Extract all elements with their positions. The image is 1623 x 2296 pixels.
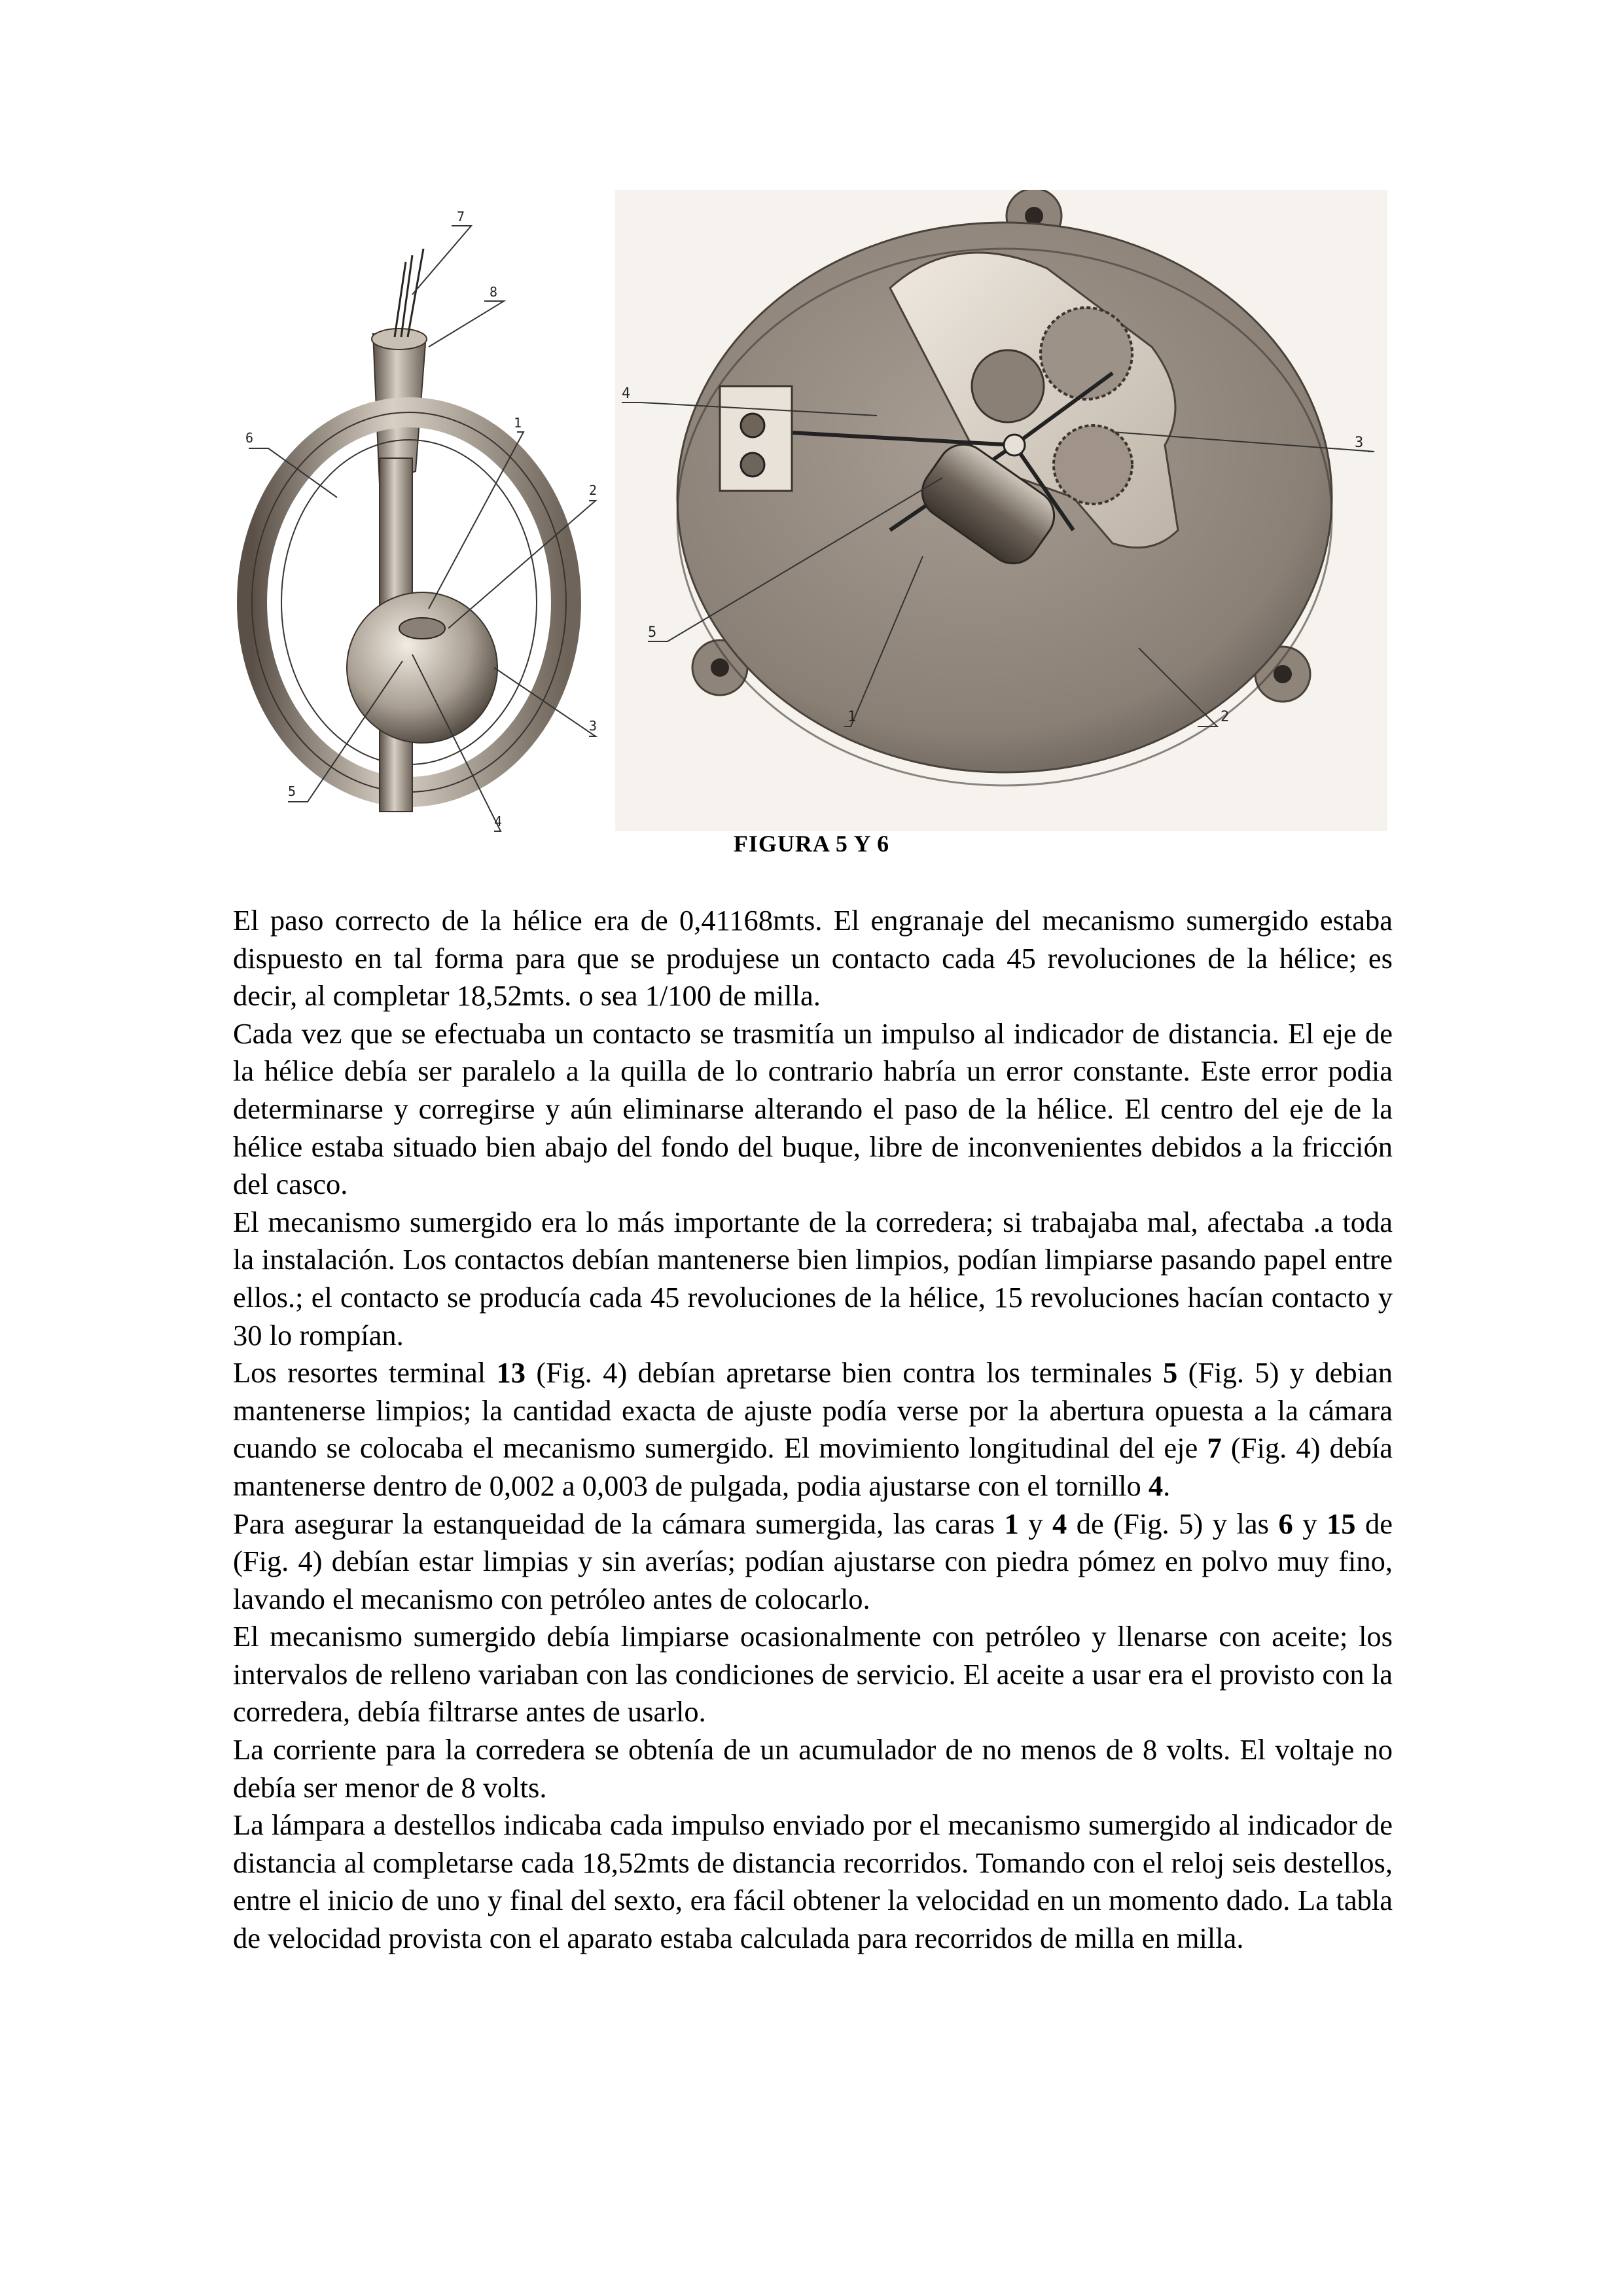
- figure-6-mechanism-illustration: [615, 190, 1387, 831]
- figure-5-propeller-illustration: [232, 209, 609, 838]
- fig5-label: 2: [589, 482, 597, 498]
- bold-reference: 13: [496, 1356, 526, 1390]
- paragraph: La lámpara a destellos indicaba cada impulso enviado por el mecanismo sumergido al indicador de distancia al completarse cada 18,52mts de distancia recorridos. Tomando con el reloj seis destellos, entre el inicio de uno y final del sexto, era fácil obtener la velocidad en un momento dado. La tabla de velocidad provista con el aparato estaba calculada para recorridos de milla en milla.: [233, 1808, 1393, 1955]
- bold-reference: 7: [1207, 1431, 1222, 1465]
- paragraph: El paso correcto de la hélice era de 0,41168mts. El engranaje del mecanismo sumergido estaba dispuesto en tal forma para que se produjese un contacto cada 45 revoluciones de la hélice; es decir, al completar 18,52mts. o sea 1/100 de milla.: [233, 904, 1393, 1013]
- fig5-label: 7: [457, 209, 465, 224]
- figure-caption: FIGURA 5 Y 6: [733, 831, 890, 857]
- text-run: (Fig. 4) debía mantenerse dentro de 0,002 a 0,003 de pulgada, podia ajustarse con el tornillo: [233, 1431, 1393, 1502]
- text-run: (Fig. 4) debían apretarse bien contra los terminales: [526, 1356, 1164, 1390]
- fig6-label: 1: [847, 709, 857, 725]
- bold-reference: 6: [1278, 1507, 1293, 1540]
- paragraph: Cada vez que se efectuaba un contacto se trasmitía un impulso al indicador de distancia. El eje de la hélice debía ser paralelo a la quilla de lo contrario habría un error constante. Este error podia determinarse y corregirse y aún eliminarse alterando el paso de la hélice. El centro del eje de la hélice estaba situado bien abajo del fondo del buque, libre de inconvenientes debidos a la fricción del casco.: [233, 1016, 1393, 1201]
- text-run: y: [1293, 1507, 1327, 1540]
- text-run: Los resortes terminal: [233, 1356, 497, 1390]
- paragraph: El mecanismo sumergido debía limpiarse ocasionalmente con petróleo y llenarse con aceite; los intervalos de relleno variaban con las condiciones de servicio. El aceite a usar era el provisto con la corredera, debía filtrarse antes de usarlo.: [233, 1620, 1393, 1729]
- paragraph: La corriente para la corredera se obtenía de un acumulador de no menos de 8 volts. El voltaje no debía ser menor de 8 volts.: [233, 1733, 1393, 1804]
- text-run: Para asegurar la estanqueidad de la cámara sumergida, las caras: [233, 1507, 1005, 1540]
- bold-reference: 15: [1326, 1507, 1356, 1540]
- fig5-label: 5: [288, 783, 296, 799]
- fig6-label: 3: [1355, 435, 1364, 451]
- bold-reference: 5: [1163, 1356, 1178, 1390]
- bold-reference: 4: [1148, 1469, 1164, 1502]
- fig5-label: 6: [245, 430, 254, 446]
- paragraph: [233, 1354, 1393, 1505]
- fig6-label: 5: [648, 624, 657, 641]
- text-run: (Fig. 5) y debian mantenerse limpios; la cantidad exacta de ajuste podía verse por la abertura opuesta a la cámara cuando se colocaba el mecanismo sumergido. El movimiento longitudinal del eje: [233, 1356, 1393, 1465]
- bold-reference: 4: [1052, 1507, 1067, 1540]
- paragraph: El mecanismo sumergido era lo más importante de la corredera; si trabajaba mal, afectaba .a toda la instalación. Los contactos debían mantenerse bien limpios, podían limpiarse pasando papel entre ellos.; el contacto se producía cada 45 revoluciones de la hélice, 15 revoluciones hacían contacto y 30 lo rompían.: [233, 1205, 1393, 1352]
- fig5-label: 4: [494, 814, 503, 829]
- text-run: .: [1163, 1469, 1171, 1502]
- fig5-label: 1: [514, 415, 522, 431]
- fig6-label: 4: [622, 386, 631, 402]
- bold-reference: 1: [1004, 1507, 1019, 1540]
- paragraph: [233, 1505, 1393, 1619]
- body-text: [233, 902, 1393, 1958]
- fig5-label: 8: [490, 284, 498, 300]
- fig5-label: 3: [589, 718, 597, 734]
- fig6-label: 2: [1221, 709, 1230, 725]
- text-run: y: [1018, 1507, 1052, 1540]
- text-run: de (Fig. 4) debían estar limpias y sin averías; podían ajustarse con piedra pómez en polvo muy fino, lavando el mecanismo con petróleo antes de colocarlo.: [233, 1507, 1393, 1615]
- text-run: de (Fig. 5) y las: [1067, 1507, 1279, 1540]
